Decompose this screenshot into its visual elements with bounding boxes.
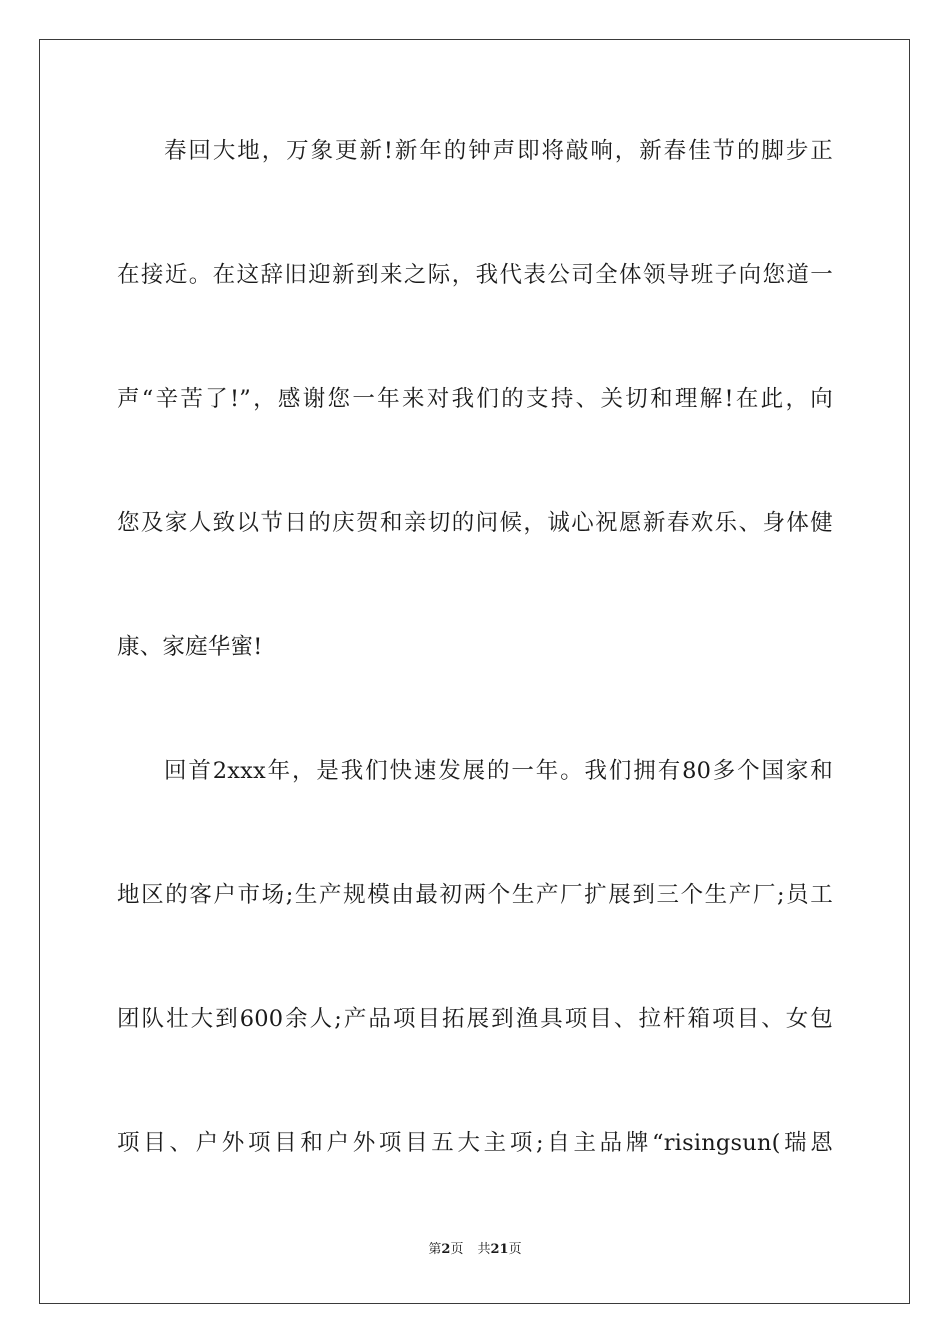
paragraph-2-line-1: 回首2xxx年，是我们快速发展的一年。我们拥有80多个国家和 <box>164 758 833 784</box>
paragraph-2-line-2: 地区的客户市场;生产规模由最初两个生产厂扩展到三个生产厂;员工 <box>117 882 833 908</box>
paragraph-1-line-2: 在接近。在这辞旧迎新到来之际，我代表公司全体领导班子向您道一 <box>117 262 833 288</box>
footer-total-pages: 21 <box>490 1242 509 1257</box>
paragraph-1-line-3: 声“辛苦了!”，感谢您一年来对我们的支持、关切和理解!在此，向 <box>117 386 833 412</box>
paragraph-1-line-5: 康、家庭华蜜! <box>117 634 263 660</box>
paragraph-2-line-4: 项目、户外项目和户外项目五大主项;自主品牌“risingsun(瑞恩 <box>117 1130 833 1156</box>
footer-total-prefix: 共 <box>477 1242 491 1257</box>
page-border <box>39 39 910 1304</box>
footer-total-suffix: 页 <box>508 1242 522 1257</box>
paragraph-1-line-4: 您及家人致以节日的庆贺和亲切的问候，诚心祝愿新春欢乐、身体健 <box>117 510 833 536</box>
footer-page-prefix: 第 <box>428 1242 442 1257</box>
footer-page-suffix: 页 <box>450 1242 464 1257</box>
page-footer <box>0 1241 950 1259</box>
paragraph-2-line-3: 团队壮大到600余人;产品项目拓展到渔具项目、拉杆箱项目、女包 <box>117 1006 833 1032</box>
paragraph-1-line-1: 春回大地，万象更新!新年的钟声即将敲响，新春佳节的脚步正 <box>164 138 833 164</box>
footer-page-number: 2 <box>441 1242 451 1257</box>
